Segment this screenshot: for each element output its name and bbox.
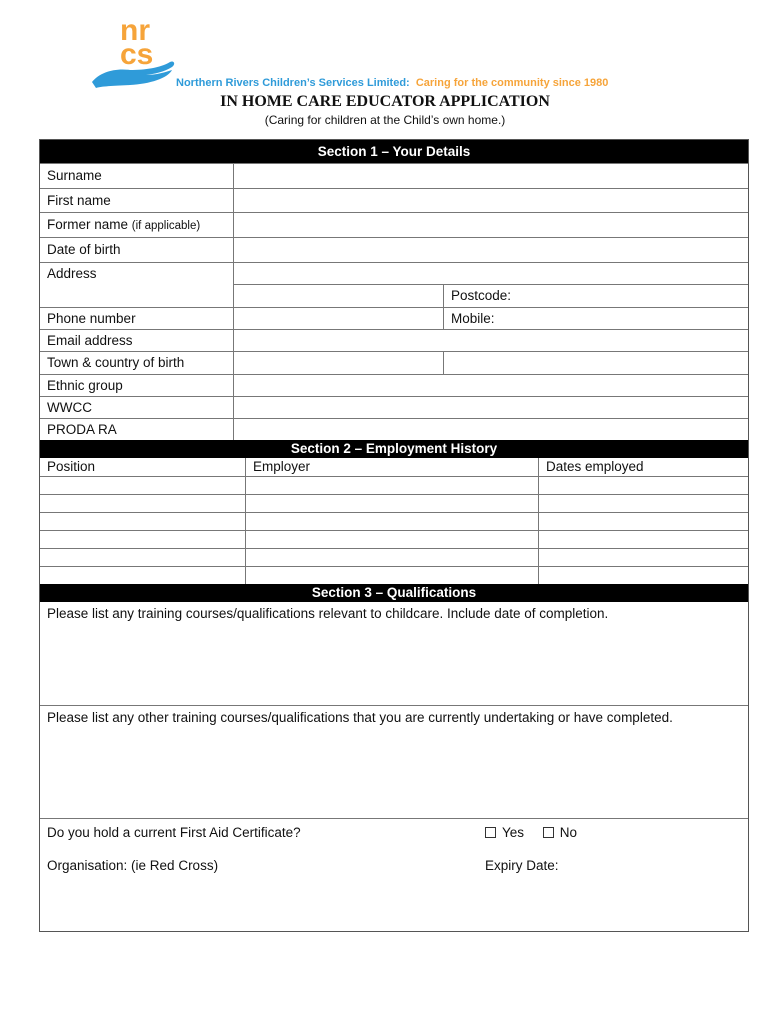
- section1-heading: Section 1 – Your Details: [40, 140, 748, 163]
- tagline: [176, 77, 608, 89]
- birth-country-field[interactable]: [444, 352, 748, 374]
- position-cell[interactable]: [40, 567, 246, 584]
- employment-row: [40, 476, 748, 494]
- phone-row: [40, 307, 748, 329]
- employment-row: [40, 512, 748, 530]
- birthplace-label: Town & country of birth: [40, 352, 234, 374]
- ethnic-field[interactable]: [234, 375, 748, 396]
- position-cell[interactable]: [40, 531, 246, 548]
- position-cell[interactable]: [40, 549, 246, 566]
- logo-text-bottom: cs: [120, 38, 154, 71]
- yes-checkbox[interactable]: [485, 827, 496, 838]
- address-line-1[interactable]: [234, 263, 748, 285]
- organisation-line: [47, 857, 741, 874]
- proda-label: PRODA RA: [40, 419, 234, 440]
- other-qualifications-box[interactable]: [40, 705, 748, 818]
- dates-cell[interactable]: [539, 477, 748, 494]
- employment-row: [40, 494, 748, 512]
- position-column-header: Position: [40, 458, 246, 476]
- email-field[interactable]: [234, 330, 748, 351]
- address-label: Address: [40, 263, 234, 307]
- first-aid-options: [485, 824, 741, 841]
- page-subtitle: (Caring for children at the Child’s own home.): [264, 113, 506, 127]
- employment-header-row: [40, 458, 748, 476]
- no-checkbox[interactable]: [543, 827, 554, 838]
- proda-field[interactable]: [234, 419, 748, 440]
- phone-field[interactable]: [234, 308, 444, 329]
- nrcs-logo: [90, 12, 180, 92]
- dob-field[interactable]: [234, 238, 748, 262]
- dates-cell[interactable]: [539, 567, 748, 584]
- birthplace-row: [40, 351, 748, 374]
- dates-cell[interactable]: [539, 495, 748, 512]
- former-name-note: (if applicable): [131, 220, 201, 232]
- dates-column-header: Dates employed: [546, 459, 644, 474]
- qualifications-prompt: Please list any training courses/qualifications relevant to childcare. Include date of completion.: [47, 606, 609, 621]
- ethnic-row: [40, 374, 748, 396]
- dates-cell[interactable]: [539, 531, 748, 548]
- birth-town-field[interactable]: [234, 352, 444, 374]
- section3-heading: Section 3 – Qualifications: [40, 584, 748, 602]
- wwcc-label: WWCC: [40, 397, 234, 418]
- address-row: [40, 262, 748, 307]
- dob-label: Date of birth: [40, 238, 234, 262]
- dob-row: [40, 237, 748, 262]
- employment-row: [40, 548, 748, 566]
- phone-label: Phone number: [40, 308, 234, 329]
- employment-row: [40, 566, 748, 584]
- employer-cell[interactable]: [246, 567, 539, 584]
- surname-row: [40, 163, 748, 188]
- yes-label: Yes: [502, 825, 525, 840]
- former-name-field[interactable]: [234, 213, 748, 237]
- surname-label: Surname: [40, 164, 234, 188]
- employer-cell[interactable]: [246, 549, 539, 566]
- first-name-row: [40, 188, 748, 212]
- dates-cell[interactable]: [539, 513, 748, 530]
- employer-column-header: Employer: [246, 458, 539, 476]
- expiry-label[interactable]: Expiry Date:: [485, 858, 559, 873]
- email-label: Email address: [40, 330, 234, 351]
- position-cell[interactable]: [40, 477, 246, 494]
- slogan: Caring for the community since 1980: [415, 77, 609, 89]
- surname-field[interactable]: [234, 164, 748, 188]
- logo-text-top: nr: [120, 14, 150, 47]
- employment-row: [40, 530, 748, 548]
- proda-row: [40, 418, 748, 440]
- postcode-label[interactable]: Postcode:: [451, 288, 512, 303]
- mobile-label[interactable]: Mobile:: [451, 311, 495, 326]
- first-aid-question: Do you hold a current First Aid Certificate?: [47, 825, 301, 840]
- no-label: No: [559, 825, 578, 840]
- ethnic-label: Ethnic group: [40, 375, 234, 396]
- other-qualifications-prompt: Please list any other training courses/qualifications that you are currently undertaking or have completed.: [47, 710, 673, 725]
- wwcc-field[interactable]: [234, 397, 748, 418]
- employer-cell[interactable]: [246, 531, 539, 548]
- position-cell[interactable]: [40, 495, 246, 512]
- application-form: [39, 139, 749, 932]
- employer-cell[interactable]: [246, 477, 539, 494]
- address-line-2[interactable]: [234, 285, 444, 307]
- first-aid-line: [47, 824, 741, 841]
- email-row: [40, 329, 748, 351]
- first-aid-box: [40, 818, 748, 931]
- position-cell[interactable]: [40, 513, 246, 530]
- qualifications-box[interactable]: [40, 602, 748, 705]
- former-name-row: [40, 212, 748, 237]
- wwcc-row: [40, 396, 748, 418]
- first-name-field[interactable]: [234, 189, 748, 212]
- page-title: IN HOME CARE EDUCATOR APPLICATION: [220, 93, 550, 110]
- org-name: Northern Rivers Children’s Services Limited:: [176, 77, 410, 89]
- former-name-label: [40, 213, 234, 237]
- organisation-label[interactable]: Organisation: (ie Red Cross): [47, 858, 219, 873]
- section2-heading: Section 2 – Employment History: [40, 440, 748, 458]
- dates-cell[interactable]: [539, 549, 748, 566]
- former-name-text: Former name: [47, 217, 129, 232]
- employer-cell[interactable]: [246, 513, 539, 530]
- employer-cell[interactable]: [246, 495, 539, 512]
- first-name-label: First name: [40, 189, 234, 212]
